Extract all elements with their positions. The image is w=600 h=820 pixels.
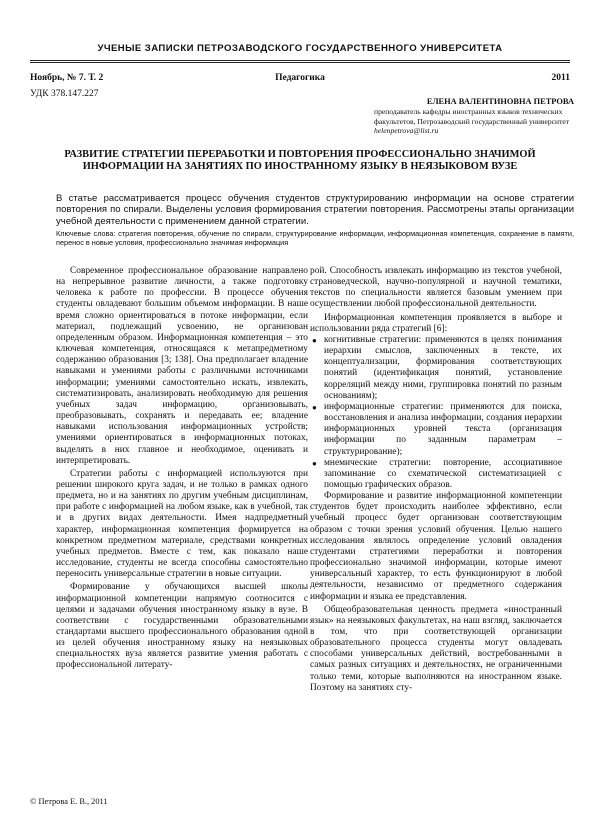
udk-code: УДК 378.147.227 <box>30 89 99 99</box>
article-title: РАЗВИТИЕ СТРАТЕГИИ ПЕРЕРАБОТКИ И ПОВТОРЕНИЯ ПРОФЕССИОНАЛЬНО ЗНАЧИМОЙ ИНФОРМАЦИИ НА ЗАНЯТИЯХ ПО ИНОСТРАННОМУ ЯЗЫКУ В НЕЯЗЫКОВОМ ВУЗЕ <box>64 149 536 172</box>
paragraph: Формирование и развитие информационной компетенции студентов будет происходить наиболее эффективно, если учебный процесс будет организован соответствующим образом с точки зрения условий обучения. Целью нашего исследования являлось определение условий овладения студентами стратегиями переработки и повторения профессионально значимой информации, которые имеют универсальный характер, то есть функционируют в любой деятельности, независимо от предметного содержания информации и языка ее представления. <box>310 491 562 602</box>
paragraph: рой. Способность извлекать информацию из текстов учебной, страноведческой, научно-популярной и научной тематики, текстов по специальности является базовым умением при осуществлении любой профессиональной деятельности. <box>310 266 562 310</box>
header-rule-top <box>30 60 570 61</box>
paragraph: Стратегии работы с информацией используются при решении широкого круга задач, и не только в рамках одного предмета, но и на занятиях по другим учебным дисциплинам, при работе с информацией на любом языке, как в учебной, так и в других видах деятельности. Имея надпредметный характер, информационная компетенция формируется на конкретном предметном материале, средствами конкретных учебных предметов. Вместе с тем, как показало наше исследование, студенты не всегда способны самостоятельно переносить универсальные стратегии в новые ситуации. <box>56 468 308 580</box>
header-rule-bottom <box>30 62 570 63</box>
author-email[interactable]: helenpetrova@list.ru <box>374 125 439 135</box>
list-item: ● мнемические стратегии: повторение, ассоциативное запоминание со схематической систематизацией с помощью графических образов. <box>310 458 562 491</box>
abstract: В статье рассматривается процесс обучения студентов структурированию информации на основе стратегии повторения по спирали. Выделены условия формирования стратегии повторения. Рассмотрены этапы организации учебной деятельности с применением данной стратегии. <box>56 193 574 227</box>
left-column <box>56 266 308 672</box>
strategy-list <box>310 335 562 491</box>
author-block <box>374 97 574 135</box>
copyright: © Петрова Е. В., 2011 <box>30 797 108 806</box>
section-label: Педагогика <box>275 73 325 83</box>
list-item: ● когнитивные стратегии: применяются в целях понимания иерархии смыслов, заключенных в тексте, их концептуализации, формирования соответствующих понятий (идентификация понятий, установление корреляций между ними, группировка понятий по разным основаниям); <box>310 335 562 402</box>
author-name: ЕЛЕНА ВАЛЕНТИНОВНА ПЕТРОВА <box>426 97 574 106</box>
paragraph: Современное профессиональное образование направлено на непрерывное развитие личности, а также подготовку человека к работе по профессии. В процессе обучения студенты овладевают большим объемом информации. В наше время сложно ориентироваться в потоке информации, если материал, подлежащий усвоению, не организован определенным образом. Информационная компетенция – это ключевая компетенция, относящаяся к метапредметному содержанию образования [3; 138]. Она предполагает владение навыками и умениями работы с различными источниками информации; умениями самостоятельно искать, извлекать, систематизировать, анализировать необходимую для решения учебных задач информацию, организовывать, преобразовывать, сохранять и передавать ее; владение навыками использования информационных устройств; умениями ориентироваться в информационных потоках, выделять в них главное и необходимое, оценивать и интерпретировать. <box>56 266 308 466</box>
paragraph: Общеобразовательная ценность предмета «иностранный язык» на неязыковых факультетах, на наш взгляд, заключается в том, что при соответствующей организации образовательного процесса студенты могут овладевать способами универсальных действий, востребованными в самых разных ситуациях и деятельностях, не ограниченными только теми, которые выполняются на иностранном языке. Поэтому на занятиях сту- <box>310 604 562 693</box>
year-label: 2011 <box>551 73 570 83</box>
list-item: ● информационные стратегии: применяются для поиска, восстановления и анализа информации, создания иерархии информационных уровней текста (организация информации по заданным параметрам – структурирование); <box>310 402 562 458</box>
paragraph: Информационная компетенция проявляется в выборе и использовании ряда стратегий [6]: <box>310 312 562 334</box>
keywords: Ключевые слова: стратегия повторения, обучение по спирали, структурирование информации, информационная компетенция, сохранение в памяти, перенос в новые условия, профессионально значимая информация <box>56 229 574 247</box>
author-affiliation: преподаватель кафедры иностранных языков технических факультетов, Петрозаводский государственный университет <box>374 107 570 126</box>
right-column <box>310 266 562 694</box>
paragraph: Формирование у обучающихся высшей школы информационной компетенции напрямую соотносится с целями и задачами обучения иностранному языку в вузе. В соответствии с государственными образовательными стандартами высшего профессионального образования одной из целей обучения иностранному языку на неязыковых специальностях вуза является развитие умения работать с профессиональной литерату- <box>56 582 308 671</box>
journal-title: УЧЕНЫЕ ЗАПИСКИ ПЕТРОЗАВОДСКОГО ГОСУДАРСТВЕННОГО УНИВЕРСИТЕТА <box>97 43 503 54</box>
issue-label: Ноябрь, № 7. Т. 2 <box>30 73 104 83</box>
